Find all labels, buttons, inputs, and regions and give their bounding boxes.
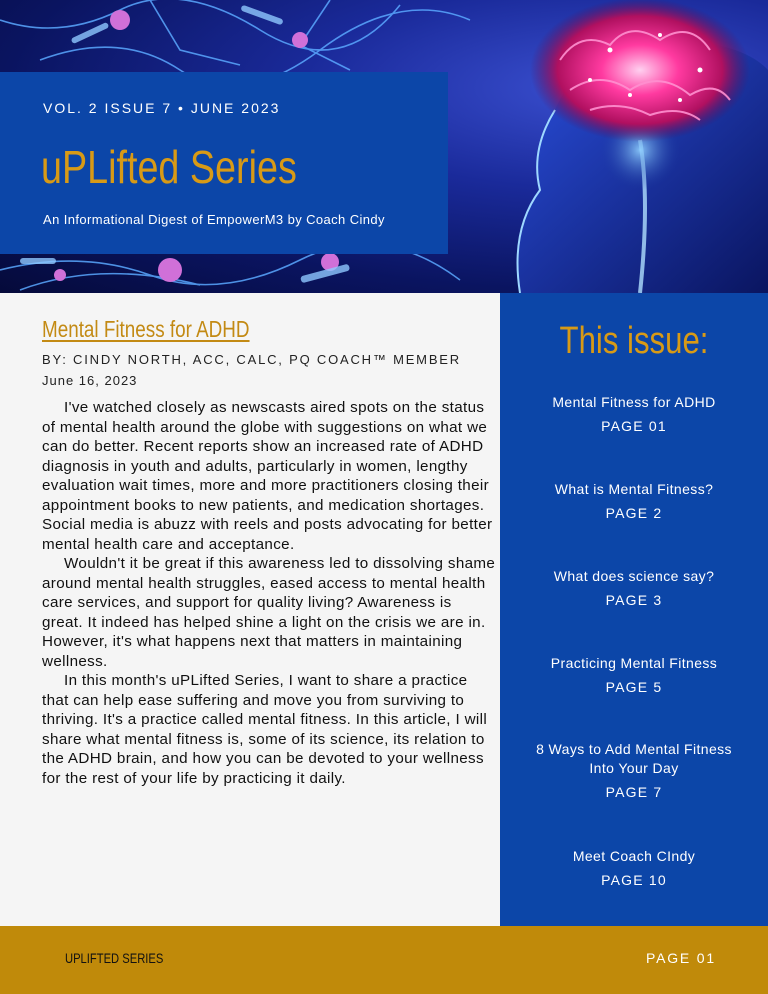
toc-item-title: 8 Ways to Add Mental Fitness Into Your Day: [536, 741, 732, 776]
toc-sidebar: [500, 293, 768, 926]
toc-heading: This issue:: [559, 320, 709, 362]
article-byline: BY: CINDY NORTH, ACC, CALC, PQ COACH™ MEMBER: [42, 352, 461, 367]
toc-item-title: What is Mental Fitness?: [554, 481, 714, 497]
paragraph: Wouldn't it be great if this awareness led to dissolving shame around mental health struggles, eased access to mental health care services, and support for quality living? Awareness is great. It indeed has helped shine a light on the crisis we are in. However, it's what happens next that matters in maintaining wellness.: [42, 555, 496, 670]
toc-item[interactable]: [500, 567, 768, 608]
toc-item-page: PAGE 3: [605, 592, 663, 608]
toc-item-page: PAGE 7: [605, 784, 663, 800]
toc-item-page: PAGE 5: [605, 679, 663, 695]
article-body: [42, 398, 497, 788]
toc-item[interactable]: [534, 740, 734, 800]
paragraph: In this month's uPLifted Series, I want to share a practice that can help ease suffering and move you from surviving to thriving. It's a practice called mental fitness. In this article, I will share what mental fitness is, some of its science, its relation to the ADHD brain, and how you can be devoted to your wellness for the rest of your life by practicing it daily.: [42, 672, 488, 787]
toc-item-title: What does science say?: [553, 568, 715, 584]
toc-item-page: PAGE 2: [605, 505, 663, 521]
toc-item-page: PAGE 01: [601, 418, 667, 434]
article-date: June 16, 2023: [42, 373, 138, 388]
paragraph: I've watched closely as newscasts aired spots on the status of mental health around the globe with suggestions on what we can do better. Recent reports show an increased rate of ADHD diagnosis in youth and adults, particularly in women, lengthy evaluation wait times, more and more practitioners closing their appointment books to new patients, and medication shortages. Social media is abuzz with reels and posts advocating for better mental health care and acceptance.: [42, 399, 493, 553]
issue-line: VOL. 2 ISSUE 7 • JUNE 2023: [43, 100, 281, 116]
footer-page-number: PAGE 01: [646, 950, 716, 966]
toc-item-page: PAGE 10: [601, 872, 667, 888]
digest-subtitle: An Informational Digest of EmpowerM3 by Coach Cindy: [43, 212, 385, 227]
article-title[interactable]: Mental Fitness for ADHD: [42, 316, 250, 342]
toc-item[interactable]: [500, 480, 768, 521]
toc-item-title: Practicing Mental Fitness: [550, 655, 718, 671]
toc-item-title: Meet Coach CIndy: [572, 848, 696, 864]
toc-item[interactable]: [500, 847, 768, 888]
toc-item-title: Mental Fitness for ADHD: [552, 394, 716, 410]
toc-item[interactable]: [500, 393, 768, 434]
series-title: uPLifted Series: [41, 141, 297, 193]
footer-series-name: UPLIFTED SERIES: [65, 950, 164, 966]
toc-item[interactable]: [500, 654, 768, 695]
